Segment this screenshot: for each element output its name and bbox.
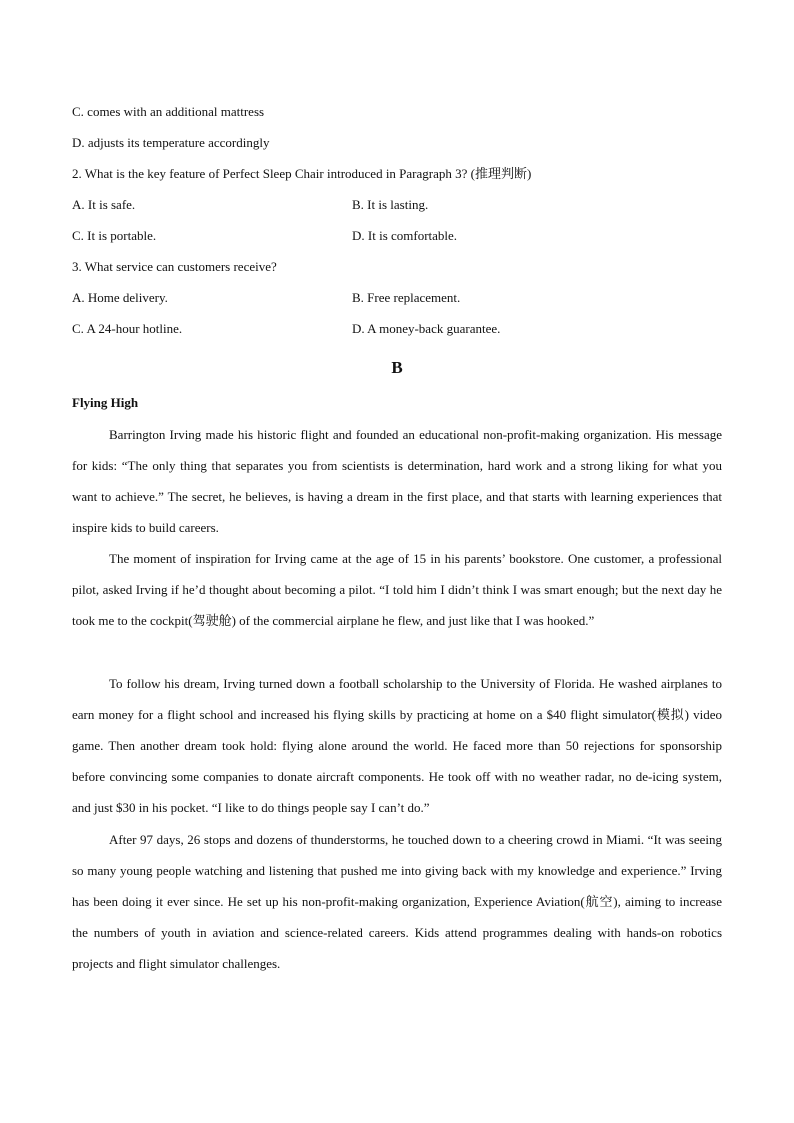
q3-question: 3. What service can customers receive? [72, 259, 277, 274]
q2-option-a: A. It is safe. [72, 197, 136, 212]
q1-option-c: C. comes with an additional mattress [72, 104, 265, 119]
q2-option-b: B. It is lasting. [352, 197, 429, 212]
q1-option-d: D. adjusts its temperature accordingly [72, 135, 270, 150]
q3-option-d: D. A money-back guarantee. [352, 321, 501, 336]
q3-option-b: B. Free replacement. [352, 290, 461, 305]
passage-paragraph-1: Barrington Irving made his historic flight and founded an educational non-profit-making organization. His message for kids: “The only thing that separates you from scientists is determination, hard work and a strong liking for what you want to achieve.” The secret, he believes, is having a dream in the first place, and that starts with learning experiences that inspire kids to build careers. [72, 427, 722, 535]
passage-paragraph-2: The moment of inspiration for Irving came at the age of 15 in his parents’ bookstore. One customer, a professional pilot, asked Irving if he’d thought about becoming a pilot. “I told him I didn’t think I was smart enough; but the next day he took me to the cockpit(驾驶舱) of the commercial airplane he flew, and just like that I was hooked.” [72, 551, 722, 628]
passage-title: Flying High [72, 395, 139, 410]
q2-option-c: C. It is portable. [72, 228, 157, 243]
q2-question: 2. What is the key feature of Perfect Sleep Chair introduced in Paragraph 3? (推理判断) [72, 166, 532, 181]
passage-paragraph-4: After 97 days, 26 stops and dozens of thunderstorms, he touched down to a cheering crowd in Miami. “It was seeing so many young people watching and listening that pushed me into giving back with my knowledge and experience.” Irving has been doing it ever since. He set up his non-profit-making organization, Experience Aviation(航空), aiming to increase the numbers of youth in aviation and science-related careers. Kids attend programmes dealing with hands-on robotics projects and flight simulator challenges. [72, 832, 722, 971]
section-letter: B [391, 358, 403, 377]
q2-option-d: D. It is comfortable. [352, 228, 458, 243]
q3-option-c: C. A 24-hour hotline. [72, 321, 183, 336]
q3-option-a: A. Home delivery. [72, 290, 168, 305]
passage-paragraph-3: To follow his dream, Irving turned down a football scholarship to the University of Florida. He washed airplanes to earn money for a flight school and increased his flying skills by practicing at home on a $40 flight simulator(模拟) video game. Then another dream took hold: flying alone around the world. He faced more than 50 rejections for sponsorship before convincing some companies to donate aircraft components. He took off with no weather radar, no de-icing system, and just $30 in his pocket. “I like to do things people say I can’t do.” [72, 676, 722, 815]
